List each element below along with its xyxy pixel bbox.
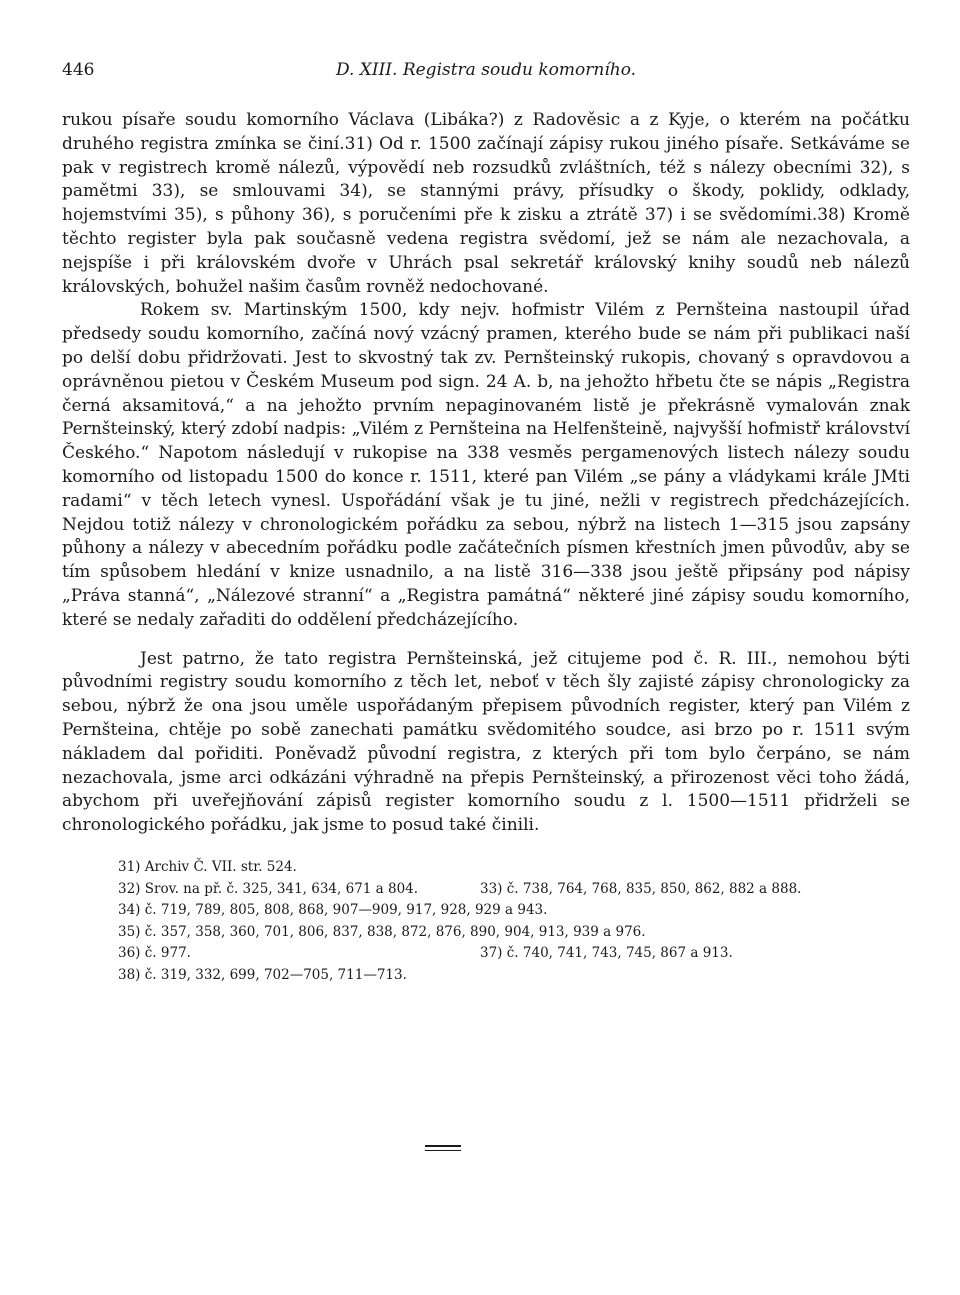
footnote-mark: 32) <box>118 880 141 897</box>
footnote <box>118 943 908 965</box>
running-head <box>62 60 910 86</box>
footnote-second <box>480 879 801 901</box>
page-number: 446 <box>62 60 95 80</box>
footnote-text: Srov. na př. č. 325, 341, 634, 671 a 804. <box>144 880 419 897</box>
footnote <box>118 879 908 901</box>
footnote <box>118 857 908 879</box>
paragraph-2: Rokem sv. Martinským 1500, kdy nejv. hofmistr Vilém z Pernšteina nastoupil úřad předsedy soudu komorního, začíná nový vzácný pramen, kterého bude se nám při publikaci naší po delší dobu přidržovati. Jest to skvostný tak zv. Pernšteinský rukopis, chovaný s opravdovou a oprávněnou pietou v Českém Museum pod sign. 24 A. b, na jehožto hřbetu čte se nápis „Registra černá aksamitová,“ a na jehožto prvním nepaginovaném listě je překrásně vymalován znak Pernšteinský, který zdobí nadpis: „Vilém z Pernšteina na Helfenšteině, najvyšší hofmistř království Českého.“ Napotom následují v rukopise na 338 vesměs pergamenových listech nálezy soudu komorního od listopadu 1500 do konce r. 1511, které pan Vilém „se pány a vládykami krále JMti radami“ v těch letech vynesl. Uspořádání však je tu jiné, nežli v registrech předcházejících. Nejdou totiž nálezy v chronologickém pořádku za sebou, nýbrž na listech 1—315 jsou zapsány půhony a nálezy v abecedním pořádku podle začátečních písmen křestních jmen původův, aby se tím spůsobem hledání v knize usnadnilo, a na listě 316—338 jsou ještě připsány pod nápisy „Práva stanná“, „Nálezové stranní“ a „Registra památná“ některé jiné zápisy soudu komorního, které se nedaly zařaditi do oddělení předcházejícího. <box>62 300 910 630</box>
footnote-text: č. 319, 332, 699, 702—705, 711—713. <box>144 966 407 983</box>
footnote-mark: 37) <box>480 945 503 962</box>
end-rule-divider <box>425 1145 461 1151</box>
footnote-text: č. 977. <box>144 945 191 962</box>
footnote-text: Archiv Č. VII. str. 524. <box>144 859 297 875</box>
footnote <box>118 965 908 987</box>
footnote <box>118 922 908 944</box>
footnote-mark: 33) <box>480 880 503 897</box>
footnote-mark: 36) <box>118 945 141 962</box>
footnote-text: č. 357, 358, 360, 701, 806, 837, 838, 872, 876, 890, 904, 913, 939 a 976. <box>144 923 646 940</box>
footnote-mark: 35) <box>118 923 141 940</box>
footnotes <box>118 857 908 987</box>
footnote-mark: 38) <box>118 966 141 983</box>
paragraph-3: Jest patrno, že tato registra Pernšteinská, jež citujeme pod č. R. III., nemohou býti původními registry soudu komorního z těch let, neboť v těch šly zajisté zápisy chronologicky za sebou, nýbrž že ona jsou uměle uspořádaným přepisem původních register, který pan Vilém z Pernšteina, chtěje po sobě zanechati památku svědomitého soudce, asi brzo po r. 1511 svým nákladem dal pořiditi. Poněvadž původní registra, z kterých při tom bylo čerpáno, se nám nezachovala, jsme arci odkázáni výhradně na přepis Pernšteinský, a přirozenost věci toho žádá, abychom při uveřejňování zápisů register komorního soudu z l. 1500—1511 přidrželi se chronologického pořádku, jak jsme to posud také činili. <box>62 648 910 836</box>
footnote-mark: 34) <box>118 902 141 919</box>
body-text <box>62 109 910 838</box>
footnote <box>118 900 908 922</box>
footnote-mark: 31) <box>118 859 141 875</box>
footnote-text: č. 719, 789, 805, 808, 868, 907—909, 917, 928, 929 a 943. <box>144 902 548 919</box>
footnote-text: č. 740, 741, 743, 745, 867 a 913. <box>506 945 733 962</box>
running-title: D. XIII. Registra soudu komorního. <box>335 60 637 80</box>
footnote-text: č. 738, 764, 768, 835, 850, 862, 882 a 888. <box>506 880 802 897</box>
paragraph-1: rukou písaře soudu komorního Václava (Libáka?) z Radověsic a z Kyje, o kterém na počátku druhého registra zmínka se činí.31) Od r. 1500 začínají zápisy rukou jiného písaře. Setkáváme se pak v registrech kromě nálezů, výpovědí neb rozsudků zvláštních, též s nálezy obecními 32), s pamětmi 33), se smlouvami 34), se stannými právy, přísudky o škody, poklidy, odklady, hojemstvími 35), s půhony 36), s poručeními pře k zisku a ztrátě 37) i se svědomími.38) Kromě těchto register byla pak současně vedena registra svědomí, jež se nám ale nezachovala, a nejspíše i při královském dvoře v Uhrách psal sekretář královský knihy soudů neb nálezů královských, bohužel našim časům rovněž nedochované. <box>62 110 910 297</box>
footnote-second <box>480 943 733 965</box>
